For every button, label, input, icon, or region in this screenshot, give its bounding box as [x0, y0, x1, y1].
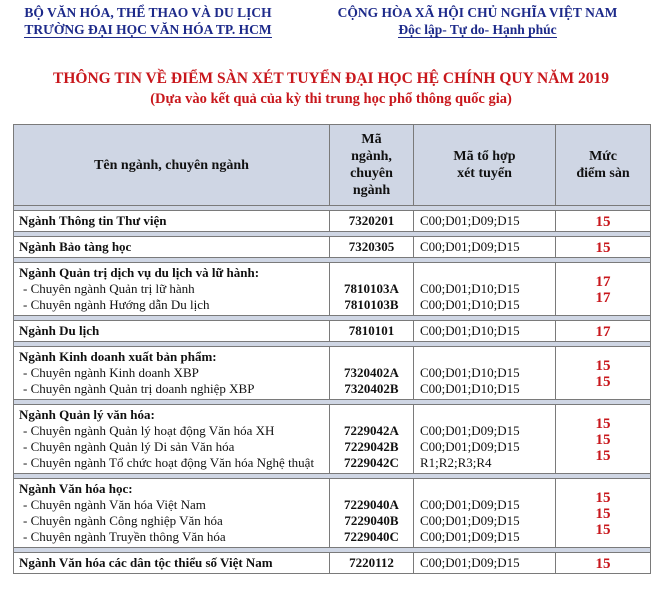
major-code: 7320201: [348, 213, 395, 228]
header-combination: Mã tổ hợp xét tuyển: [414, 125, 556, 206]
specialization-combination: C00;D01;D10;D15: [420, 281, 520, 296]
combination-cell: [414, 347, 556, 400]
major-name: Ngành Văn hóa các dân tộc thiểu số Việt Nam: [19, 555, 273, 570]
specialization-floor-score: 15: [595, 522, 611, 538]
header-major-code: Mã ngành, chuyên ngành: [330, 125, 414, 206]
table-row: [14, 347, 651, 400]
admission-score-table: [13, 124, 651, 574]
table-row: [14, 479, 651, 548]
specialization-floor-score: 17: [595, 290, 611, 306]
floor-score-cell: [556, 263, 651, 316]
floor-score-cell: [556, 321, 651, 342]
combination: C00;D01;D09;D15: [420, 213, 520, 228]
combination: C00;D01;D09;D15: [420, 239, 520, 254]
major-name: Ngành Quản trị dịch vụ du lịch và lữ hành:: [19, 265, 260, 280]
major-code-cell: [330, 237, 414, 258]
specialization-code: 7320402B: [344, 381, 399, 396]
specialization-combination: C00;D01;D09;D15: [420, 529, 520, 544]
major-code-cell: [330, 347, 414, 400]
specialization-floor-score: 15: [595, 490, 611, 506]
floor-score-cell: [556, 405, 651, 474]
specialization-code: 7320402A: [344, 365, 399, 380]
major-code: 7220112: [349, 555, 394, 570]
combination-cell: [414, 553, 556, 574]
major-name: Ngành Thông tin Thư viện: [19, 213, 167, 228]
specialization-floor-score: 15: [595, 448, 611, 464]
specialization-name: - Chuyên ngành Văn hóa Việt Nam: [23, 497, 206, 512]
specialization-code: 7810103A: [344, 281, 399, 296]
major-name-cell: [14, 479, 330, 548]
ministry-header: [8, 4, 288, 38]
specialization-code: 7229040C: [344, 529, 399, 544]
specialization-combination: C00;D01;D10;D15: [420, 297, 520, 312]
specialization-code: 7229042C: [344, 455, 399, 470]
major-name: Ngành Văn hóa học:: [19, 481, 133, 496]
specialization-floor-score: 15: [595, 416, 611, 432]
floor-score-cell: [556, 553, 651, 574]
floor-score: 15: [595, 214, 611, 230]
specialization-combination: C00;D01;D10;D15: [420, 365, 520, 380]
specialization-floor-score: 15: [595, 358, 611, 374]
floor-score: 17: [595, 324, 611, 340]
floor-score-cell: [556, 237, 651, 258]
specialization-name: - Chuyên ngành Truyền thông Văn hóa: [23, 529, 226, 544]
specialization-name: - Chuyên ngành Kinh doanh XBP: [23, 365, 199, 380]
combination-cell: [414, 479, 556, 548]
major-name-cell: [14, 263, 330, 316]
specialization-combination: C00;D01;D09;D15: [420, 497, 520, 512]
major-name: Ngành Bảo tàng học: [19, 239, 132, 254]
table-row: [14, 211, 651, 232]
table-row: [14, 263, 651, 316]
header-floor-score: Mức điểm sàn: [556, 125, 651, 206]
major-code-cell: [330, 263, 414, 316]
major-name: Ngành Quản lý văn hóa:: [19, 407, 155, 422]
specialization-floor-score: 17: [595, 274, 611, 290]
header-major-name: Tên ngành, chuyên ngành: [14, 125, 330, 206]
major-name: Ngành Du lịch: [19, 323, 100, 338]
floor-score-cell: [556, 479, 651, 548]
major-code-cell: [330, 479, 414, 548]
university-name: TRƯỜNG ĐẠI HỌC VĂN HÓA TP. HCM: [24, 22, 272, 37]
combination-cell: [414, 263, 556, 316]
specialization-code: 7229042B: [344, 439, 399, 454]
major-code-cell: [330, 405, 414, 474]
specialization-code: 7229040B: [344, 513, 399, 528]
combination-cell: [414, 237, 556, 258]
specialization-combination: R1;R2;R3;R4: [420, 455, 492, 470]
combination: C00;D01;D09;D15: [420, 555, 520, 570]
major-name-cell: [14, 237, 330, 258]
floor-score-cell: [556, 347, 651, 400]
major-name-cell: [14, 211, 330, 232]
specialization-code: 7810103B: [344, 297, 399, 312]
specialization-name: - Chuyên ngành Quản trị lữ hành: [23, 281, 195, 296]
specialization-name: - Chuyên ngành Công nghiệp Văn hóa: [23, 513, 223, 528]
major-name-cell: [14, 553, 330, 574]
country-name: CỘNG HÒA XÃ HỘI CHỦ NGHĨA VIỆT NAM: [337, 5, 618, 20]
specialization-name: - Chuyên ngành Quản trị doanh nghiệp XBP: [23, 381, 255, 396]
national-motto: Độc lập- Tự do- Hạnh phúc: [398, 22, 557, 37]
specialization-combination: C00;D01;D10;D15: [420, 381, 520, 396]
specialization-floor-score: 15: [595, 432, 611, 448]
table-row: [14, 405, 651, 474]
floor-score: 15: [595, 556, 611, 572]
specialization-floor-score: 15: [595, 374, 611, 390]
specialization-name: - Chuyên ngành Tổ chức hoạt động Văn hóa Nghệ thuật: [23, 455, 315, 470]
combination-cell: [414, 321, 556, 342]
major-name-cell: [14, 405, 330, 474]
specialization-combination: C00;D01;D09;D15: [420, 423, 520, 438]
major-code-cell: [330, 553, 414, 574]
specialization-name: - Chuyên ngành Quản lý Di sản Văn hóa: [23, 439, 235, 454]
major-code-cell: [330, 321, 414, 342]
table-row: [14, 237, 651, 258]
table-header-row: [14, 125, 651, 206]
specialization-name: - Chuyên ngành Quản lý hoạt động Văn hóa XH: [23, 423, 275, 438]
major-name-cell: [14, 347, 330, 400]
specialization-combination: C00;D01;D09;D15: [420, 513, 520, 528]
combination: C00;D01;D10;D15: [420, 323, 520, 338]
major-name-cell: [14, 321, 330, 342]
table-row: [14, 321, 651, 342]
specialization-floor-score: 15: [595, 506, 611, 522]
specialization-code: 7229040A: [344, 497, 399, 512]
combination-cell: [414, 211, 556, 232]
floor-score: 15: [595, 240, 611, 256]
specialization-combination: C00;D01;D09;D15: [420, 439, 520, 454]
ministry-name: BỘ VĂN HÓA, THỂ THAO VÀ DU LỊCH: [24, 5, 272, 20]
national-header: [300, 4, 655, 38]
table-row: [14, 553, 651, 574]
table-body: [14, 206, 651, 574]
major-name: Ngành Kinh doanh xuất bản phẩm:: [19, 349, 217, 364]
specialization-code: 7229042A: [344, 423, 399, 438]
major-code: 7320305: [348, 239, 395, 254]
combination-cell: [414, 405, 556, 474]
specialization-name: - Chuyên ngành Hướng dẫn Du lịch: [23, 297, 210, 312]
document-subtitle: (Dựa vào kết quả của kỳ thi trung học phổ thông quốc gia): [150, 91, 512, 107]
floor-score-cell: [556, 211, 651, 232]
major-code-cell: [330, 211, 414, 232]
major-code: 7810101: [348, 323, 395, 338]
document-title: THÔNG TIN VỀ ĐIỂM SÀN XÉT TUYỂN ĐẠI HỌC HỆ CHÍNH QUY NĂM 2019: [53, 70, 609, 87]
